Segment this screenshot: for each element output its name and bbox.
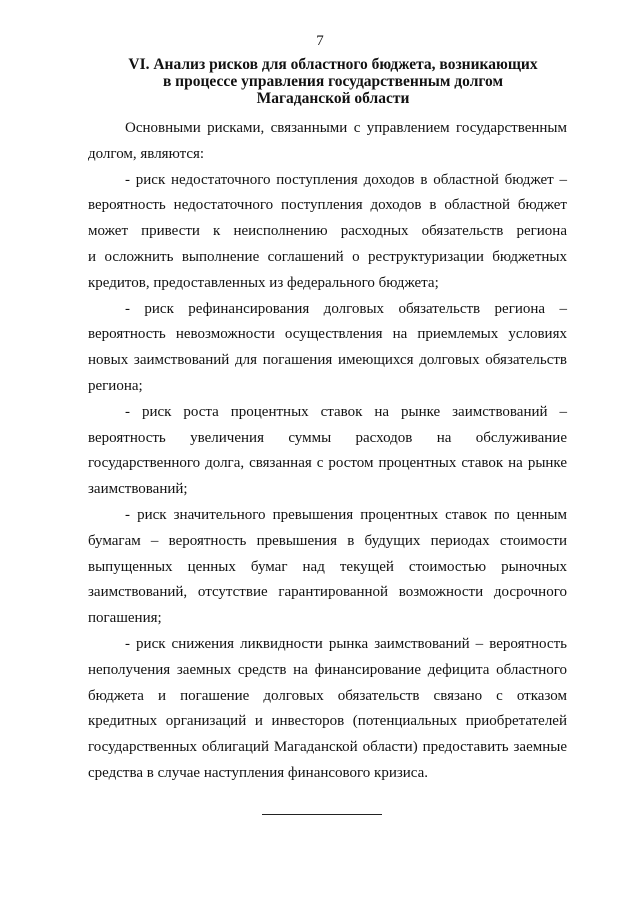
text-line: бумагам – вероятность превышения в будущих периодах стоимости [88,532,567,549]
risk-paragraph-interest-rates [88,400,567,503]
text-line: заимствований, отсутствие гарантированной возможности досрочного [88,584,567,601]
text-line: Основными рисками, связанными с управлением государственным [125,120,567,136]
text-line: кредитных организаций и инвесторов (потенциальных приобретателей [88,713,567,730]
risk-paragraph-liquidity [88,632,567,787]
text-line: вероятность недостаточного поступления доходов в областной бюджет [88,197,567,214]
text-line: может привести к неисполнению расходных обязательств региона [88,223,567,240]
text-line: вероятность увеличения суммы расходов на обслуживание [88,429,567,446]
text-line: государственных облигаций Магаданской области) предоставить заемные [88,739,567,756]
section-heading [100,56,566,107]
risk-paragraph-refinancing [88,297,567,400]
text-line: вероятность невозможности осуществления на приемлемых условиях [88,326,567,343]
text-line: выпущенных ценных бумаг над текущей стоимостью рыночных [88,558,567,575]
text-line: бюджета и погашение долговых обязательств связано с отказом [88,687,567,704]
section-heading-line: Магаданской области [256,90,410,107]
text-line: средства в случае наступления финансового кризиса. [88,764,429,781]
text-line: долгом, являются: [88,145,205,162]
text-line: неполучения заемных средств на финансирование дефицита областного [88,661,567,678]
body-text [88,116,567,787]
risk-paragraph-securities [88,503,567,632]
text-line: заимствований; [88,481,188,498]
text-line: кредитов, предоставленных из федерального бюджета; [88,274,439,291]
text-line: - риск недостаточного поступления доходов в областной бюджет – [125,171,567,188]
text-line: региона; [88,377,143,394]
text-line: и осложнить выполнение соглашений о реструктуризации бюджетных [88,248,567,265]
text-line: - риск рефинансирования долговых обязательств региона – [125,300,567,317]
text-line: - риск снижения ликвидности рынка заимствований – вероятность [125,635,567,652]
risk-paragraph-revenue [88,168,567,297]
end-separator-line [262,814,382,815]
intro-paragraph [88,116,567,168]
page-number: 7 [316,33,324,49]
text-line: - риск роста процентных ставок на рынке заимствований – [125,403,567,420]
text-line: погашения; [88,610,162,627]
section-heading-line: VI. Анализ рисков для областного бюджета, возникающих [128,56,538,73]
text-line: государственного долга, связанная с ростом процентных ставок на рынке [88,455,567,472]
text-line: новых заимствований для погашения имеющихся долговых обязательств [88,352,567,369]
text-line: - риск значительного превышения процентных ставок по ценным [125,506,567,523]
section-heading-line: в процессе управления государственным долгом [162,73,504,90]
